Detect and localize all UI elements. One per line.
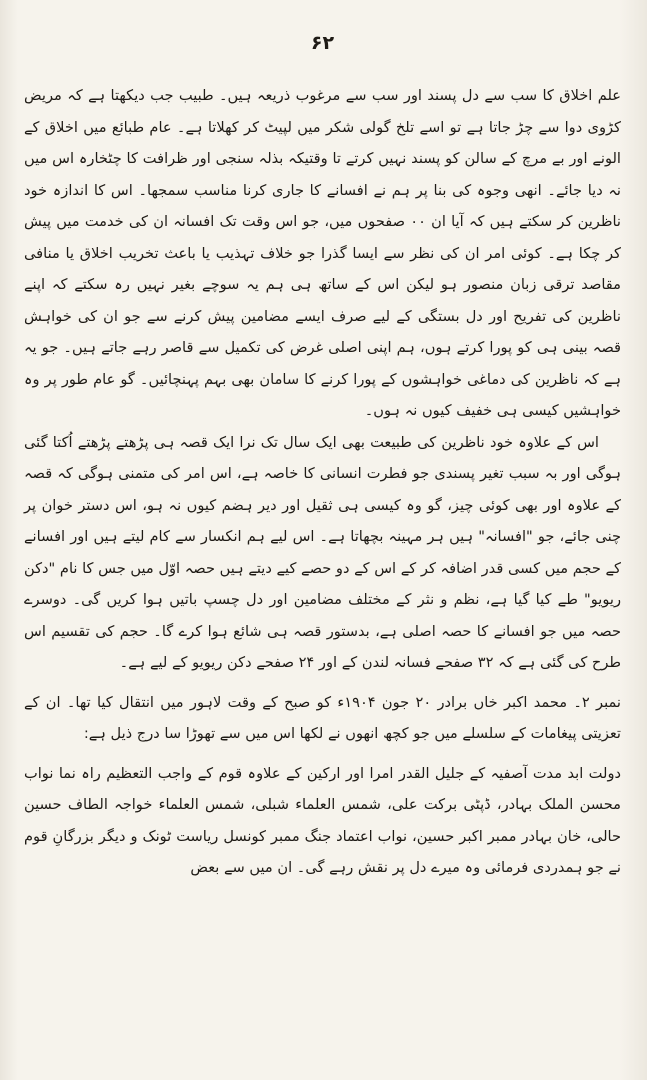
page-body xyxy=(24,80,621,884)
paragraph-4: دولت ابد مدت آصفیہ کے جلیل القدر امرا اور ارکین کے علاوہ قوم کے واجب التعظیم راہ نما نواب محسن الملک بہادر، ڈپٹی برکت علی، شمس العلماء شبلی، شمس العلماء خواجہ الطاف حسین حالی، خان بہادر ممبر اکبر حسین، نواب اعتماد جنگ ممبر کونسل ریاست ٹونک و دیگر بزرگانِ قوم نے جو ہمدردی فرمائی وہ میرے دل پر نقش رہے گی۔ ان میں سے بعض xyxy=(24,764,621,876)
paragraph-2: اس کے علاوہ خود ناظرین کی طبیعت بھی ایک سال تک نرا ایک قصہ ہی پڑھتے پڑھتے اُکتا گئی ہوگی اور بہ سبب تغیر پسندی جو فطرت انسانی کا خاصہ ہے، اس امر کی متمنی ہوگی کہ قصہ کے علاوہ اور بھی کوئی چیز، گو وہ کیسی ہی ثقیل اور دیر ہضم کیوں نہ ہو، اس دستر خوان پر چنی جائے، جو "افسانہ" ہیں ہر مہینہ بچھاتا ہے۔ اس لیے ہم انکسار سے کام لیتے ہیں اور افسانے کے حجم میں کسی قدر اضافہ کر کے اس کے دو حصے کیے دیتے ہیں حصہ اوّل میں جس کا نام "دکن ریویو" طے کیا گیا ہے، نظم و نثر کے مختلف مضامین اور دل چسپ باتیں ہوا کریں گی۔ دوسرے حصہ میں جو افسانے کا حصہ اصلی ہے، بدستور قصہ ہی شائع ہوا کرے گا۔ حجم کی تقسیم اس طرح کی گئی ہے کہ ۳۲ صفحے فسانہ لندن کے اور ۲۴ صفحے دکن ریویو کے لیے ہے۔ xyxy=(24,433,621,671)
page-number: ۶۲ xyxy=(310,32,335,54)
paragraph-1: علم اخلاق کا سب سے دل پسند اور سب سے مرغوب ذریعہ ہیں۔ طبیب جب دیکھتا ہے کہ مریض کڑوی دوا سے چڑ جاتا ہے تو اسے تلخ گولی شکر میں لپیٹ کر کھلاتا ہے۔ عام طبائع میں اخلاق کے الونے اور بے مرچ کے سالن کو پسند نہیں کرتے تا وقتیکہ بذلہ سنجی اور ظرافت کا چٹخارہ اس میں نہ دیا جائے۔ انھی وجوہ کی بنا پر ہم نے افسانے کا جاری کرنا مناسب سمجھا۔ اس کا اندازہ خود ناظرین کر سکتے ہیں کہ آیا ان ۰۰ صفحوں میں، جو اس وقت تک افسانہ ان کی خدمت میں پیش کر چکا ہے۔ کوئی امر ان کی نظر سے ایسا گذرا جو خلاف تہذیب یا باعث تخریب اخلاق یا منافی مقاصد ترقی زبان منصور ہو لیکن اس کے ساتھ ہی ہم یہ سوچے بغیر نہیں رہ سکتے کہ اپنے ناظرین کی تفریح اور دل بستگی کے لیے صرف ایسے مضامین پیش کرنے سے جو ان کی خواہش قصہ بینی ہی کو پورا کرتے ہوں، ہم اپنی اصلی غرض کی تکمیل سے قاصر رہے جاتے ہیں۔ جو یہ ہے کہ ناظرین کی دماغی خواہشوں کے پورا کرنے کا سامان بھی بہم پہنچائیں۔ گو عام طور پر وہ خواہشیں کیسی ہی خفیف کیوں نہ ہوں۔ xyxy=(24,87,621,419)
paragraph-3: نمبر ۲۔ محمد اکبر خاں برادر ۲۰ جون ۱۹۰۴ء کو صبح کے وقت لاہور میں انتقال کیا تھا۔ ان کے تعزیتی پیغامات کے سلسلے میں جو کچھ انھوں نے لکھا اس میں سے تھوڑا سا درج ذیل ہے: xyxy=(24,693,621,742)
